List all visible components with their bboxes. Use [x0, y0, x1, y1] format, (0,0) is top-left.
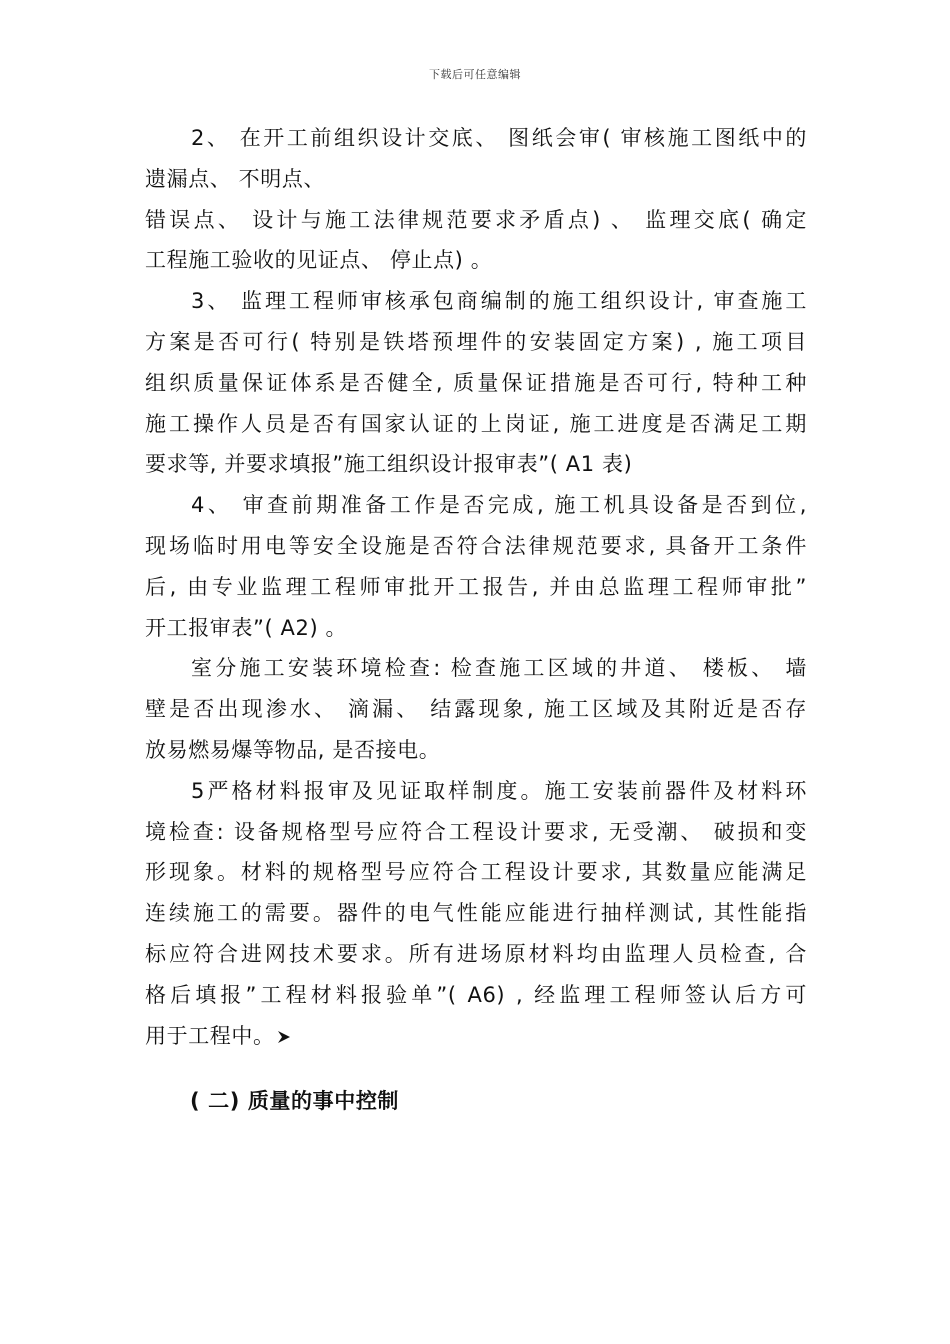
text-line: 3、 监理工程师审核承包商编制的施工组织设计, 审查施工 [191, 289, 807, 314]
text-line: 遗漏点、 不明点、 [145, 166, 326, 191]
text-line: 放易燃易爆等物品, 是否接电。 [145, 737, 441, 762]
text-line: 5严格材料报审及见证取样制度。施工安装前器件及材料环 [191, 778, 807, 803]
text-line: 连续施工的需要。器件的电气性能应能进行抽样测试, 其性能指 [145, 901, 807, 926]
page-header-note: 下载后可任意编辑 [429, 68, 521, 81]
text-line: 要求等, 并要求填报”施工组织设计报审表”( A1 表) [145, 452, 633, 477]
text-line: 4、 审查前期准备工作是否完成, 施工机具设备是否到位, [191, 493, 807, 518]
text-line: 2、 在开工前组织设计交底、 图纸会审( 审核施工图纸中的 [191, 126, 807, 150]
text-line: 标应符合进网技术要求。所有进场原材料均由监理人员检查, 合 [145, 941, 807, 966]
text-line: 组织质量保证体系是否健全, 质量保证措施是否可行, 特种工种 [145, 370, 807, 395]
arrow-right-icon [277, 1030, 291, 1044]
text-line: 现场临时用电等安全设施是否符合法律规范要求, 具备开工条件 [145, 533, 807, 558]
text-line: 施工操作人员是否有国家认证的上岗证, 施工进度是否满足工期 [145, 411, 807, 436]
text-line: 后, 由专业监理工程师审批开工报告, 并由总监理工程师审批” [145, 574, 807, 599]
text-line: 形现象。材料的规格型号应符合工程设计要求, 其数量应能满足 [145, 860, 807, 885]
text-line-last [145, 1016, 807, 1057]
text-line: 境检查: 设备规格型号应符合工程设计要求, 无受潮、 破损和变 [145, 819, 807, 844]
text-line-content: 用于工程中。 [145, 1023, 275, 1048]
text-line: 错误点、 设计与施工法律规范要求矛盾点) 、 监理交底( 确定 [145, 207, 807, 232]
section-heading: ( 二) 质量的事中控制 [190, 1089, 400, 1113]
text-line: 开工报审表”( A2) 。 [145, 615, 348, 640]
text-line: 方案是否可行( 特别是铁塔预埋件的安装固定方案) , 施工项目 [145, 329, 807, 354]
text-line: 室分施工安装环境检查: 检查施工区域的井道、 楼板、 墙 [191, 656, 807, 681]
text-line: 格后填报”工程材料报验单”( A6) , 经监理工程师签认后方可 [145, 982, 807, 1007]
text-line: 壁是否出现渗水、 滴漏、 结露现象, 施工区域及其附近是否存 [145, 697, 807, 722]
text-line: 工程施工验收的见证点、 停止点) 。 [145, 248, 493, 273]
document-body [145, 118, 807, 1056]
